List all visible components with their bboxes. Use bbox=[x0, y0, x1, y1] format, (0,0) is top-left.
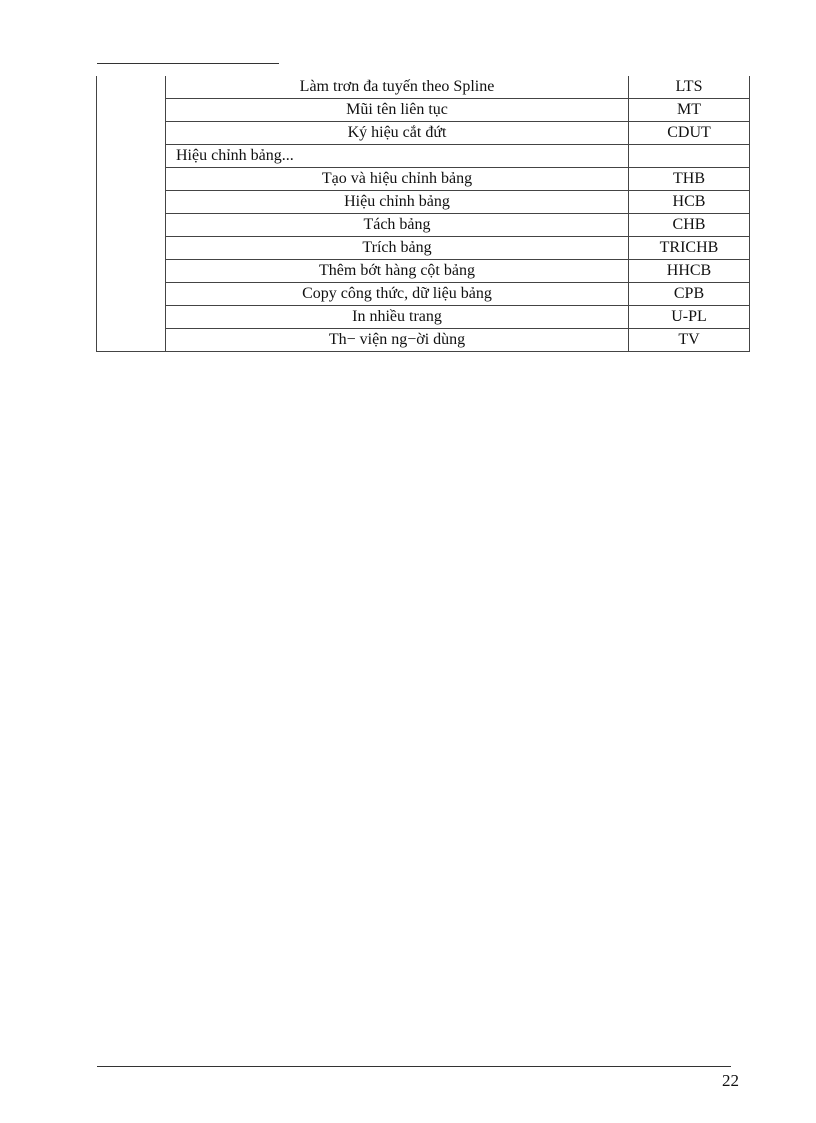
table-row bbox=[97, 237, 750, 260]
table-row bbox=[97, 329, 750, 352]
command-shortcut: LTS bbox=[629, 76, 750, 99]
command-table bbox=[96, 76, 750, 352]
command-shortcut: TV bbox=[629, 329, 750, 352]
command-shortcut bbox=[629, 145, 750, 168]
table-row bbox=[97, 283, 750, 306]
command-shortcut: TRICHB bbox=[629, 237, 750, 260]
section-heading: Hiệu chỉnh bảng... bbox=[166, 145, 629, 168]
command-shortcut: CDUT bbox=[629, 122, 750, 145]
group-cell bbox=[97, 76, 166, 352]
header-rule bbox=[97, 63, 279, 64]
command-description: Làm trơn đa tuyến theo Spline bbox=[166, 76, 629, 99]
command-shortcut: CHB bbox=[629, 214, 750, 237]
command-description: Thêm bớt hàng cột bảng bbox=[166, 260, 629, 283]
table-row bbox=[97, 99, 750, 122]
command-description: Tạo và hiệu chỉnh bảng bbox=[166, 168, 629, 191]
command-shortcut: MT bbox=[629, 99, 750, 122]
command-description: Hiệu chỉnh bảng bbox=[166, 191, 629, 214]
command-description: Tách bảng bbox=[166, 214, 629, 237]
table-row bbox=[97, 76, 750, 99]
page-number: 22 bbox=[722, 1071, 739, 1090]
command-description: Mũi tên liên tục bbox=[166, 99, 629, 122]
footer-rule bbox=[97, 1066, 731, 1067]
command-shortcut: CPB bbox=[629, 283, 750, 306]
command-shortcut: HCB bbox=[629, 191, 750, 214]
command-description: In nhiều trang bbox=[166, 306, 629, 329]
table-row bbox=[97, 214, 750, 237]
command-description: Copy công thức, dữ liệu bảng bbox=[166, 283, 629, 306]
command-shortcut: THB bbox=[629, 168, 750, 191]
table-row bbox=[97, 168, 750, 191]
table-row bbox=[97, 260, 750, 283]
command-description: Ký hiệu cắt đứt bbox=[166, 122, 629, 145]
table-row bbox=[97, 122, 750, 145]
command-description: Trích bảng bbox=[166, 237, 629, 260]
table-row bbox=[97, 306, 750, 329]
table-row bbox=[97, 145, 750, 168]
command-shortcut: U-PL bbox=[629, 306, 750, 329]
table-row bbox=[97, 191, 750, 214]
command-description: Th− viện ng−ời dùng bbox=[166, 329, 629, 352]
command-shortcut: HHCB bbox=[629, 260, 750, 283]
